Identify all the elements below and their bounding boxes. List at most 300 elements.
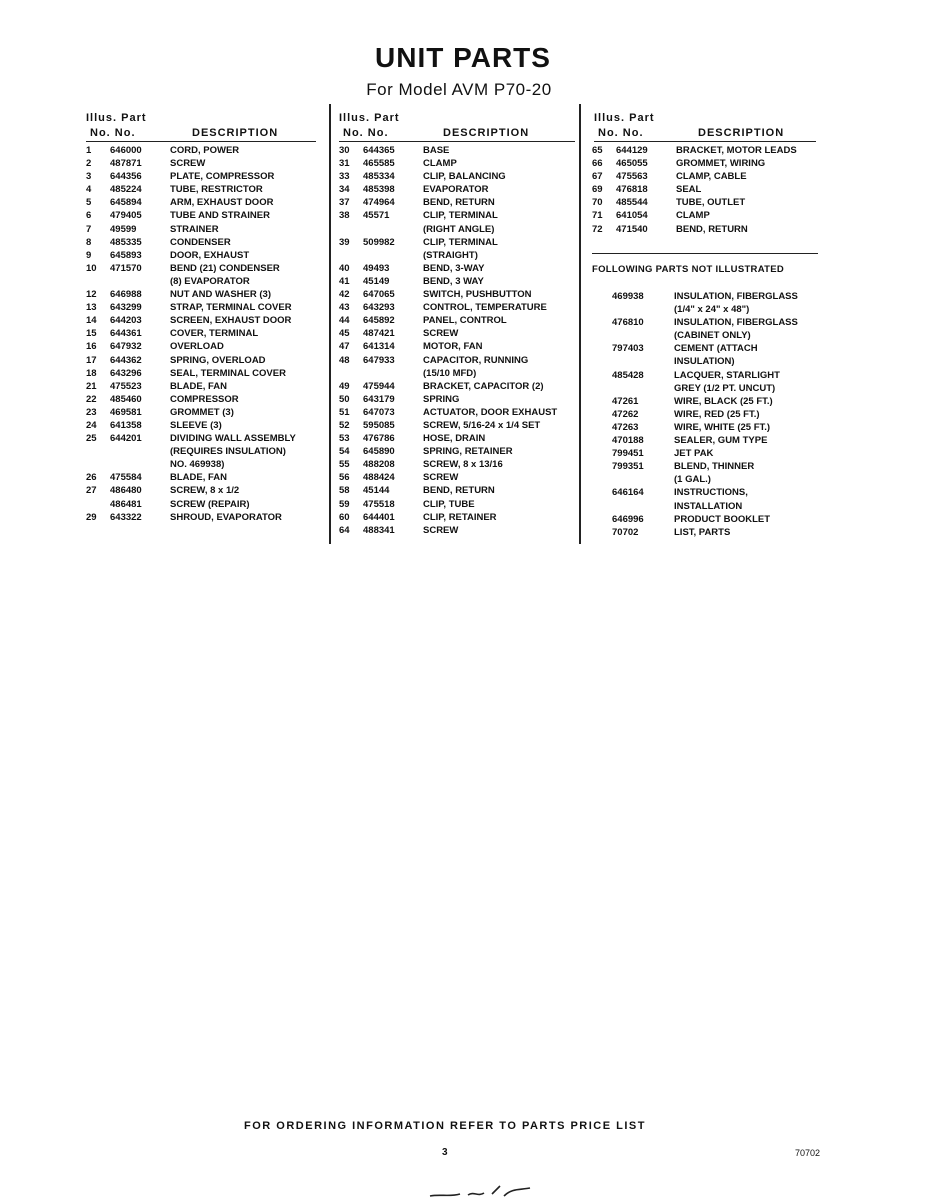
parts-column-2 [335,110,579,537]
ordering-note: FOR ORDERING INFORMATION REFER TO PARTS PRICE LIST [244,1120,646,1132]
part-row [588,526,820,539]
part-number: 487421 [363,328,395,340]
part-description: PLATE, COMPRESSOR [170,171,275,183]
part-description: COVER, TERMINAL [170,328,259,340]
part-description: TUBE, RESTRICTOR [170,184,263,196]
part-number: 475523 [110,380,142,392]
part-description: CLIP, TERMINAL [423,210,498,222]
part-row [588,460,820,473]
illus-number: 8 [86,236,92,248]
part-description: DOOR, EXHAUST [170,249,250,261]
part-description: SCREW [423,472,459,484]
part-description: SCREW, 8 x 1/2 [170,485,240,497]
part-description: (RIGHT ANGLE) [423,223,495,235]
part-number: 643322 [110,511,142,523]
part-description: HOSE, DRAIN [423,433,486,445]
part-row [82,406,318,419]
no-no-label: No. No. [598,127,644,139]
part-number: 641358 [110,419,142,431]
part-number: 645892 [363,315,395,327]
part-row [82,471,318,484]
part-row [82,301,318,314]
part-description: SCREW, 5/16-24 x 1/4 SET [423,419,541,431]
part-row [82,314,318,327]
parts-list-1 [82,144,318,524]
part-number: 47262 [612,408,639,420]
part-row [335,340,579,353]
illus-number: 18 [86,367,97,379]
part-row [335,445,579,458]
part-number: 45144 [363,485,390,497]
part-number: 465055 [616,158,648,170]
part-number: 471540 [616,223,648,235]
part-row [335,406,579,419]
part-description: INSULATION, FIBERGLASS [674,317,798,329]
part-number: 476786 [363,433,395,445]
part-number: 469938 [612,291,644,302]
part-row [82,340,318,353]
part-description: ARM, EXHAUST DOOR [170,197,274,209]
part-number: 647932 [110,341,142,353]
illus-number: 55 [339,459,350,471]
not-illustrated-title: FOLLOWING PARTS NOT ILLUSTRATED [592,264,785,275]
part-description: COMPRESSOR [170,393,239,405]
part-description: STRAINER [170,223,219,235]
part-number: 47261 [612,395,639,407]
page-number: 3 [442,1147,448,1158]
part-number: 645893 [110,249,142,261]
part-number: 799351 [612,461,644,473]
part-description: SLEEVE (3) [170,419,222,431]
part-row [588,447,820,460]
illus-number: 38 [339,210,350,222]
part-row [588,369,820,382]
part-number: 646000 [110,145,142,156]
illus-number: 21 [86,380,97,392]
part-row [588,290,820,303]
part-description: PANEL, CONTROL [423,315,507,327]
part-number: 644361 [110,328,142,340]
part-description: (8) EVAPORATOR [170,275,250,287]
part-row [82,380,318,393]
part-row [588,355,820,368]
part-number: 644356 [110,171,142,183]
part-number: 643179 [363,393,395,405]
column-header [588,110,820,144]
part-number: 488424 [363,472,395,484]
part-row [335,236,579,249]
not-illustrated-list [588,290,820,539]
illus-number: 9 [86,249,92,261]
illus-number: 64 [339,524,350,536]
part-row [335,419,579,432]
part-row [588,342,820,355]
part-row [82,484,318,497]
part-number: 476810 [612,317,644,329]
part-row [335,301,579,314]
part-description: BEND, RETURN [423,485,495,497]
part-description: SCREEN, EXHAUST DOOR [170,315,292,327]
part-row [588,513,820,526]
part-number: 644365 [363,145,395,156]
illus-number: 44 [339,315,350,327]
part-number: 469581 [110,406,142,418]
part-row [82,432,318,445]
illus-number: 45 [339,328,350,340]
illus-number: 66 [592,158,603,170]
part-number: 487871 [110,158,142,170]
document-code: 70702 [795,1148,821,1158]
illus-number: 31 [339,158,350,170]
illus-number: 23 [86,406,97,418]
part-row [82,144,318,157]
part-row [588,395,820,408]
part-number: 641054 [616,210,648,222]
parts-list-3 [588,144,820,236]
part-description: CAPACITOR, RUNNING [423,354,529,366]
column-divider-1 [329,104,331,544]
part-description: INSTALLATION [674,500,743,512]
part-number: 797403 [612,343,644,355]
part-description: INSTRUCTIONS, [674,487,748,499]
part-row [335,223,579,236]
part-description: STRAP, TERMINAL COVER [170,302,292,314]
part-row [335,458,579,471]
part-row [335,511,579,524]
no-no-label: No. No. [343,127,389,139]
illus-number: 22 [86,393,97,405]
part-number: 485428 [612,369,644,381]
part-number: 475518 [363,498,395,510]
part-number: 646996 [612,513,644,525]
part-description: BEND (21) CONDENSER [170,262,280,274]
page-subtitle: For Model AVM P70-20 [366,80,552,99]
description-label: DESCRIPTION [192,127,279,139]
part-row [335,183,579,196]
illus-number: 65 [592,145,603,156]
page-title: UNIT PARTS [375,42,551,73]
part-number: 643293 [363,302,395,314]
part-row [82,445,318,458]
part-row [82,223,318,236]
part-description: PRODUCT BOOKLET [674,513,771,525]
part-description: MOTOR, FAN [423,341,483,353]
part-number: 485460 [110,393,142,405]
part-description: WIRE, WHITE (25 FT.) [674,421,771,433]
illus-number: 42 [339,289,350,301]
part-description: CLAMP, CABLE [676,171,747,183]
part-description: BEND, 3-WAY [423,262,485,274]
part-number: 509982 [363,236,395,248]
header-rule [86,141,316,142]
description-label: DESCRIPTION [698,127,785,139]
part-description: DIVIDING WALL ASSEMBLY [170,433,296,445]
illus-number: 54 [339,446,350,458]
parts-column-3 [588,110,820,236]
column-divider-2 [579,104,581,544]
part-row [82,196,318,209]
part-row [82,458,318,471]
part-description: SCREW [170,158,206,170]
part-row [335,471,579,484]
part-row [588,209,820,222]
part-row [335,157,579,170]
part-description: BEND, 3 WAY [423,275,484,287]
part-row [588,157,820,170]
part-number: 475944 [363,380,395,392]
part-number: 643299 [110,302,142,314]
part-description: CLAMP [423,158,457,170]
illus-number: 12 [86,289,97,301]
illus-number: 52 [339,419,350,431]
part-number: 644401 [363,511,395,523]
part-row [335,393,579,406]
illus-number: 58 [339,485,350,497]
illus-number: 3 [86,171,92,183]
part-description: BRACKET, CAPACITOR (2) [423,380,544,392]
part-row [588,329,820,342]
part-number: 595085 [363,419,395,431]
part-row [82,249,318,262]
part-row [588,183,820,196]
illus-number: 30 [339,145,350,156]
part-number: 475584 [110,472,142,484]
part-row [82,275,318,288]
part-description: SCREW [423,524,459,536]
part-description: (STRAIGHT) [423,249,478,261]
part-description: SCREW (REPAIR) [170,498,250,510]
part-row [82,157,318,170]
part-description: (1/4" x 24" x 48") [674,304,750,316]
part-row [82,209,318,222]
illus-number: 26 [86,472,97,484]
illus-number: 1 [86,145,92,156]
illus-number: 41 [339,275,350,287]
illus-number: 48 [339,354,350,366]
part-row [82,498,318,511]
part-description: SPRING, RETAINER [423,446,513,458]
part-description: SEALER, GUM TYPE [674,435,768,447]
part-row [588,473,820,486]
illus-number: 40 [339,262,350,274]
part-description: WIRE, RED (25 FT.) [674,408,760,420]
part-description: NUT AND WASHER (3) [170,289,271,301]
part-number: 645894 [110,197,142,209]
illus-number: 39 [339,236,350,248]
part-row [335,288,579,301]
parts-list-2 [335,144,579,537]
part-description: BLADE, FAN [170,472,227,484]
part-number: 641314 [363,341,395,353]
part-description: SPRING [423,393,460,405]
header-rule [339,141,575,142]
illus-number: 60 [339,511,350,523]
illus-part-label: Illus. Part [86,112,147,124]
part-row [82,419,318,432]
illus-number: 67 [592,171,603,183]
part-number: 474964 [363,197,395,209]
illus-number: 15 [86,328,97,340]
part-description: LACQUER, STARLIGHT [674,369,780,381]
part-description: SEAL, TERMINAL COVER [170,367,286,379]
part-row [335,196,579,209]
part-description: BEND, RETURN [676,223,748,235]
illus-number: 29 [86,511,97,523]
part-description: BLADE, FAN [170,380,227,392]
part-description: SCREW [423,328,459,340]
part-description: JET PAK [674,448,714,460]
part-description: TUBE AND STRAINER [170,210,270,222]
part-number: 470188 [612,435,644,447]
illus-number: 53 [339,433,350,445]
header-rule [594,141,816,142]
illus-number: 56 [339,472,350,484]
part-row [588,144,820,157]
illus-number: 7 [86,223,92,235]
part-row [82,236,318,249]
part-description: CLAMP [676,210,710,222]
column-header [335,110,579,144]
part-number: 475563 [616,171,648,183]
part-number: 485224 [110,184,142,196]
part-description: SCREW, 8 x 13/16 [423,459,503,471]
part-description: LIST, PARTS [674,526,731,538]
part-description: GROMMET (3) [170,406,234,418]
part-row [335,170,579,183]
part-number: 47263 [612,421,639,433]
part-row [588,486,820,499]
part-row [82,511,318,524]
part-row [335,209,579,222]
part-row [82,183,318,196]
part-description: SWITCH, PUSHBUTTON [423,289,532,301]
part-description: ACTUATOR, DOOR EXHAUST [423,406,558,418]
illus-number: 25 [86,433,97,445]
part-number: 485335 [110,236,142,248]
part-description: OVERLOAD [170,341,224,353]
part-row [82,262,318,275]
part-row [335,432,579,445]
part-description: CONTROL, TEMPERATURE [423,302,547,314]
part-number: 465585 [363,158,395,170]
illus-number: 24 [86,419,97,431]
illus-number: 49 [339,380,350,392]
illus-number: 69 [592,184,603,196]
part-row [82,170,318,183]
part-number: 49493 [363,262,390,274]
part-number: 643296 [110,367,142,379]
part-description: TUBE, OUTLET [676,197,746,209]
part-row [588,303,820,316]
part-number: 471570 [110,262,142,274]
part-number: 647933 [363,354,395,366]
part-description: (REQUIRES INSULATION) [170,446,286,458]
part-number: 70702 [612,526,639,538]
part-description: WIRE, BLACK (25 FT.) [674,395,773,407]
part-number: 49599 [110,223,137,235]
illus-number: 51 [339,406,350,418]
part-description: CORD, POWER [170,145,240,156]
illus-number: 50 [339,393,350,405]
part-number: 479405 [110,210,142,222]
part-row [335,524,579,537]
part-number: 647073 [363,406,395,418]
section-divider [592,253,818,254]
part-number: 644203 [110,315,142,327]
part-description: GREY (1/2 PT. UNCUT) [674,382,776,394]
illus-number: 13 [86,302,97,314]
part-row [588,421,820,434]
part-description: CEMENT (ATTACH [674,343,758,355]
part-description: INSULATION, FIBERGLASS [674,291,798,302]
handwritten-mark [420,1182,550,1200]
part-description: BLEND, THINNER [674,461,755,473]
part-number: 485398 [363,184,395,196]
part-number: 486480 [110,485,142,497]
illus-number: 10 [86,262,97,274]
part-number: 476818 [616,184,648,196]
illus-number: 16 [86,341,97,353]
part-row [335,380,579,393]
part-row [335,249,579,262]
illus-number: 6 [86,210,92,222]
part-description: SPRING, OVERLOAD [170,354,266,366]
part-description: BRACKET, MOTOR LEADS [676,145,797,156]
no-no-label: No. No. [90,127,136,139]
part-number: 485544 [616,197,648,209]
part-description: (1 GAL.) [674,474,711,486]
illus-number: 70 [592,197,603,209]
part-row [588,408,820,421]
part-row [335,262,579,275]
part-row [335,367,579,380]
part-description: (15/10 MFD) [423,367,477,379]
part-description: EVAPORATOR [423,184,489,196]
part-number: 45571 [363,210,390,222]
part-row [82,288,318,301]
part-description: CLIP, TUBE [423,498,475,510]
part-number: 645890 [363,446,395,458]
illus-number: 14 [86,315,97,327]
part-row [335,484,579,497]
illus-part-label: Illus. Part [594,112,655,124]
illus-number: 34 [339,184,350,196]
illus-number: 27 [86,485,97,497]
part-description: CLIP, BALANCING [423,171,506,183]
part-number: 646988 [110,289,142,301]
part-number: 644129 [616,145,648,156]
illus-number: 2 [86,158,92,170]
part-description: BASE [423,145,450,156]
illus-number: 17 [86,354,97,366]
illus-number: 59 [339,498,350,510]
part-description: NO. 469938) [170,459,225,471]
part-description: CLIP, TERMINAL [423,236,498,248]
part-row [588,382,820,395]
illus-number: 5 [86,197,92,209]
part-number: 644201 [110,433,142,445]
part-row [588,434,820,447]
illus-number: 71 [592,210,603,222]
part-row [335,327,579,340]
part-description: SEAL [676,184,702,196]
part-row [335,275,579,288]
illus-number: 33 [339,171,350,183]
part-row [335,314,579,327]
part-row [82,393,318,406]
part-number: 799451 [612,448,644,460]
part-row [588,170,820,183]
